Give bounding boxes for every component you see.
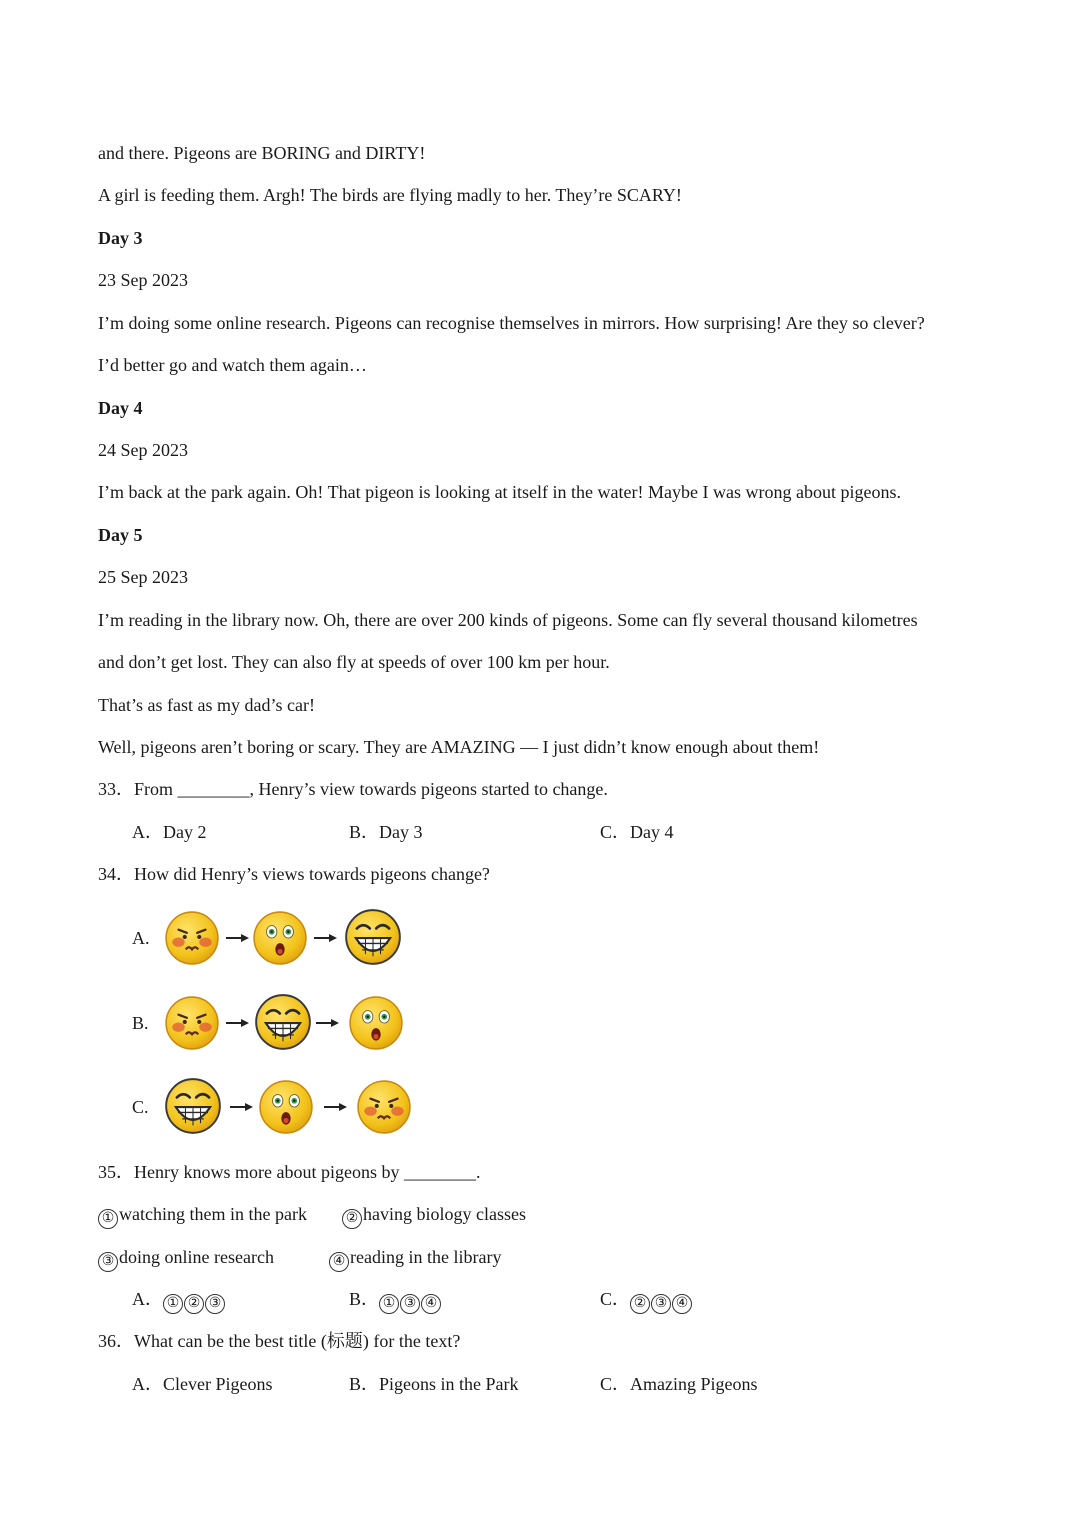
circled-number: ④ [329,1252,349,1272]
circled-number: ④ [421,1294,441,1314]
passage-line: and there. Pigeons are BORING and DIRTY! [98,143,426,163]
q36-option-c[interactable]: C．Amazing Pigeons [600,1374,758,1394]
surprised-face-icon [252,910,308,966]
circled-number: ② [184,1294,204,1314]
circled-number: ③ [98,1252,118,1272]
q35-option-b[interactable] [349,1288,442,1314]
q34-option-c-label: C. [132,1097,149,1117]
q33-option-b[interactable]: B．Day 3 [349,822,423,842]
q35-statement-3 [98,1246,274,1272]
q36-option-b[interactable]: B．Pigeons in the Park [349,1374,519,1394]
q35-option-a[interactable] [132,1288,226,1314]
q33-option-a[interactable]: A．Day 2 [132,822,207,842]
circled-number: ① [163,1294,183,1314]
angry-face-icon [356,1079,412,1135]
statement-text: having biology classes [363,1204,526,1224]
circled-number: ③ [205,1294,225,1314]
passage-line: That’s as fast as my dad’s car! [98,695,315,715]
arrow-right-icon [226,932,250,944]
passage-line: and don’t get lost. They can also fly at speeds of over 100 km per hour. [98,652,610,672]
passage-line: I’m reading in the library now. Oh, there are over 200 kinds of pigeons. Some can fly several thousand kilometres [98,610,918,630]
circled-number: ① [98,1209,118,1229]
statement-text: doing online research [119,1247,274,1267]
q34-option-c[interactable] [132,1077,422,1137]
statement-text: watching them in the park [119,1204,307,1224]
laughing-face-icon [254,993,312,1051]
passage-line: I’m back at the park again. Oh! That pigeon is looking at itself in the water! Maybe I was wrong about pigeons. [98,482,901,502]
passage-line: I’d better go and watch them again… [98,355,367,375]
day-date: 23 Sep 2023 [98,270,188,290]
question-35-stem: 35．Henry knows more about pigeons by ________. [98,1162,481,1182]
q35-statement-2 [342,1203,526,1229]
day-heading: Day 5 [98,525,143,545]
circled-number: ① [379,1294,399,1314]
passage-line: Well, pigeons aren’t boring or scary. They are AMAZING — I just didn’t know enough about them! [98,737,820,757]
circled-number: ③ [651,1294,671,1314]
angry-face-icon [164,995,220,1051]
passage-line: A girl is feeding them. Argh! The birds are flying madly to her. They’re SCARY! [98,185,682,205]
circled-number: ② [342,1209,362,1229]
arrow-right-icon [324,1101,348,1113]
option-label: A． [132,1289,163,1309]
day-heading: Day 3 [98,228,143,248]
laughing-face-icon [164,1077,222,1135]
question-34-stem: 34．How did Henry’s views towards pigeons change? [98,864,490,884]
arrow-right-icon [230,1101,254,1113]
arrow-right-icon [226,1017,250,1029]
circled-number: ④ [672,1294,692,1314]
passage-line: I’m doing some online research. Pigeons can recognise themselves in mirrors. How surprising! Are they so clever? [98,313,925,333]
day-date: 24 Sep 2023 [98,440,188,460]
statement-text: reading in the library [350,1247,502,1267]
option-label: C． [600,1289,631,1309]
q34-option-a[interactable] [132,908,412,968]
q35-statement-4 [329,1246,501,1272]
q34-option-b[interactable] [132,993,412,1053]
question-36-stem: 36．What can be the best title (标题) for the text? [98,1331,461,1351]
q35-option-c[interactable] [600,1288,693,1314]
circled-number: ③ [400,1294,420,1314]
arrow-right-icon [316,1017,340,1029]
q35-statement-1 [98,1203,307,1229]
day-heading: Day 4 [98,398,143,418]
circled-number: ② [630,1294,650,1314]
q33-option-c[interactable]: C．Day 4 [600,822,674,842]
surprised-face-icon [258,1079,314,1135]
day-date: 25 Sep 2023 [98,567,188,587]
arrow-right-icon [314,932,338,944]
q36-option-a[interactable]: A．Clever Pigeons [132,1374,273,1394]
laughing-face-icon [344,908,402,966]
surprised-face-icon [348,995,404,1051]
option-label: B． [349,1289,380,1309]
angry-face-icon [164,910,220,966]
q34-option-b-label: B. [132,1013,149,1033]
question-33-stem: 33．From ________, Henry’s view towards pigeons started to change. [98,779,608,799]
q34-option-a-label: A. [132,928,150,948]
